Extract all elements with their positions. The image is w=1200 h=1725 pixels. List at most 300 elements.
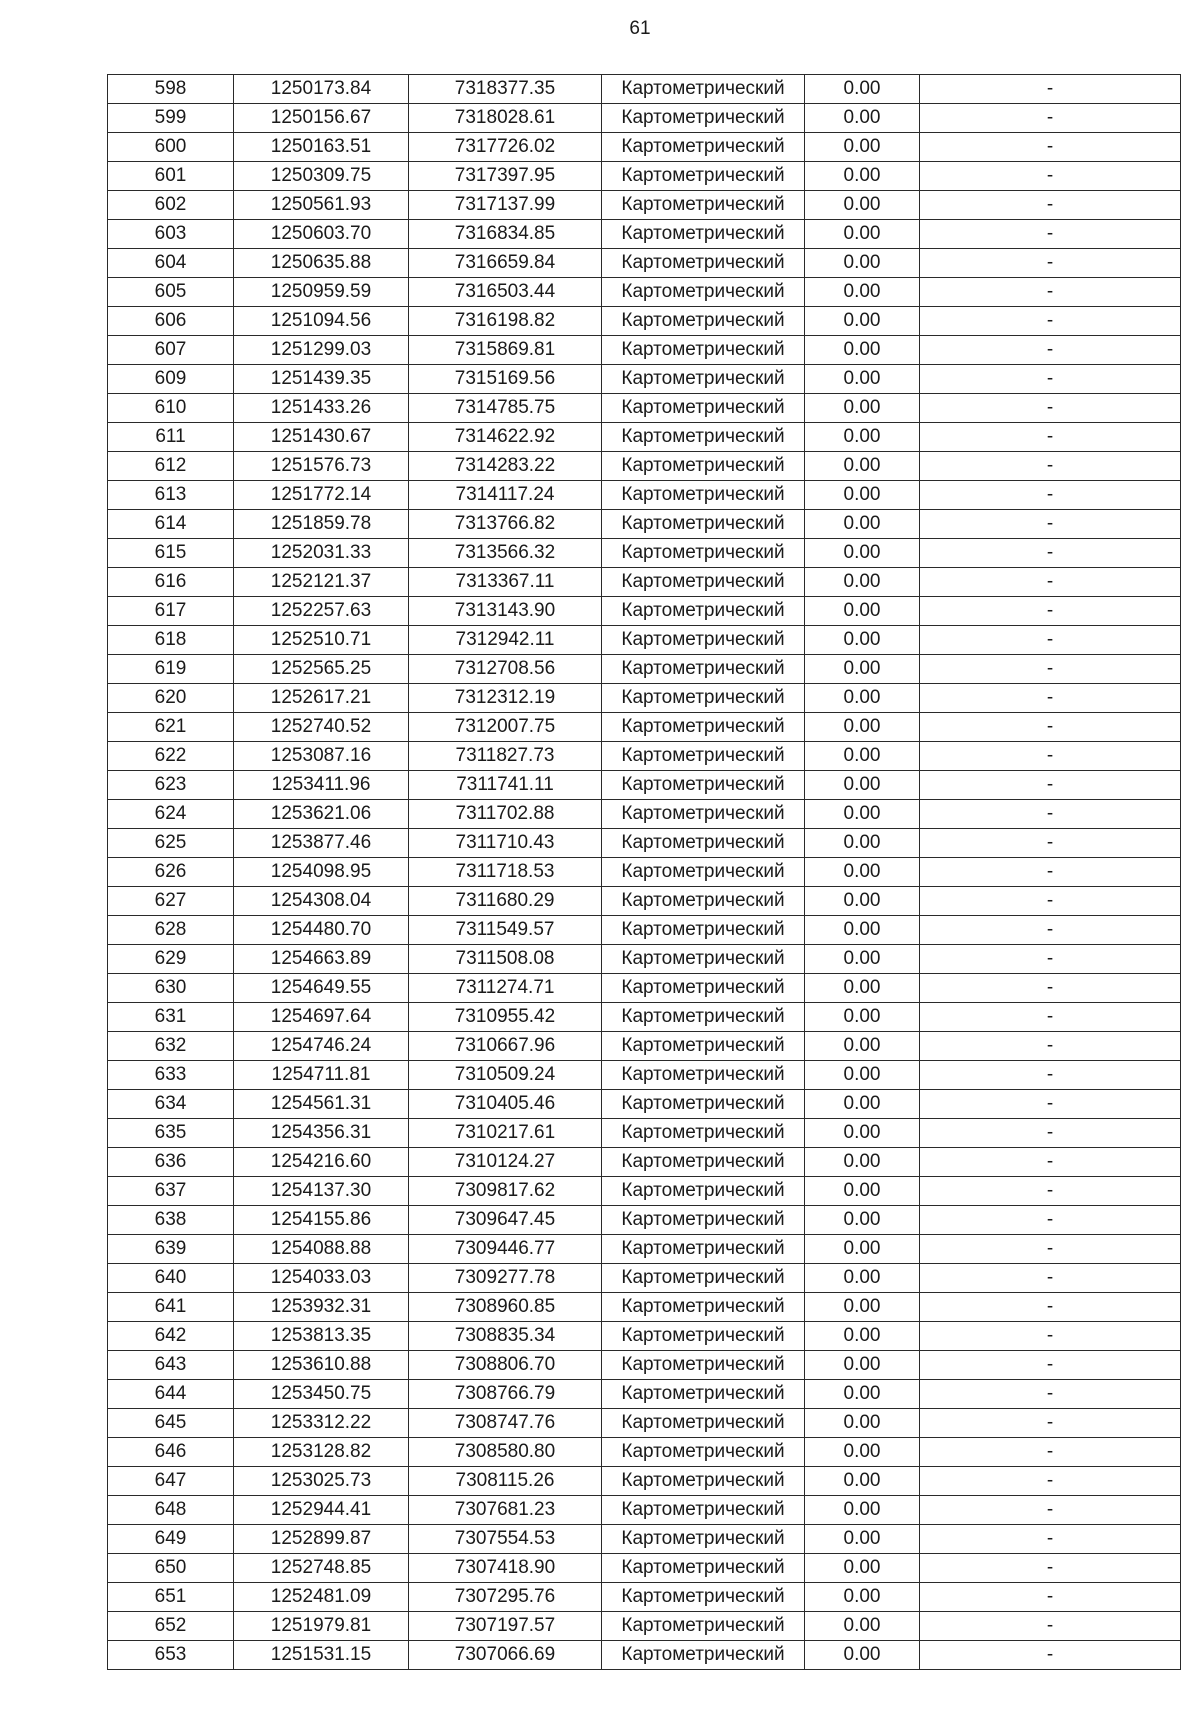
x-coordinate-cell: 1253087.16 (234, 742, 409, 771)
y-coordinate-cell: 7310217.61 (409, 1119, 602, 1148)
table-row (108, 162, 1181, 191)
point-number-cell: 619 (108, 655, 234, 684)
x-coordinate-cell: 1251979.81 (234, 1612, 409, 1641)
error-cell: 0.00 (805, 597, 920, 626)
error-cell: 0.00 (805, 655, 920, 684)
point-number-cell: 653 (108, 1641, 234, 1670)
method-cell: Картометрический (602, 800, 805, 829)
error-cell: 0.00 (805, 394, 920, 423)
method-cell: Картометрический (602, 1235, 805, 1264)
x-coordinate-cell: 1250173.84 (234, 75, 409, 104)
table-row (108, 1641, 1181, 1670)
x-coordinate-cell: 1254216.60 (234, 1148, 409, 1177)
method-cell: Картометрический (602, 858, 805, 887)
description-cell: - (920, 1322, 1181, 1351)
error-cell: 0.00 (805, 916, 920, 945)
error-cell: 0.00 (805, 1380, 920, 1409)
description-cell: - (920, 1090, 1181, 1119)
error-cell: 0.00 (805, 887, 920, 916)
y-coordinate-cell: 7310124.27 (409, 1148, 602, 1177)
description-cell: - (920, 1003, 1181, 1032)
table-row (108, 452, 1181, 481)
error-cell: 0.00 (805, 771, 920, 800)
table-row (108, 1438, 1181, 1467)
description-cell: - (920, 655, 1181, 684)
error-cell: 0.00 (805, 1177, 920, 1206)
x-coordinate-cell: 1250635.88 (234, 249, 409, 278)
table-row (108, 481, 1181, 510)
error-cell: 0.00 (805, 1061, 920, 1090)
point-number-cell: 617 (108, 597, 234, 626)
y-coordinate-cell: 7313566.32 (409, 539, 602, 568)
error-cell: 0.00 (805, 1119, 920, 1148)
table-row (108, 684, 1181, 713)
y-coordinate-cell: 7312007.75 (409, 713, 602, 742)
y-coordinate-cell: 7311827.73 (409, 742, 602, 771)
description-cell: - (920, 771, 1181, 800)
x-coordinate-cell: 1254711.81 (234, 1061, 409, 1090)
table-row (108, 1380, 1181, 1409)
method-cell: Картометрический (602, 1612, 805, 1641)
y-coordinate-cell: 7317397.95 (409, 162, 602, 191)
x-coordinate-cell: 1251094.56 (234, 307, 409, 336)
x-coordinate-cell: 1254308.04 (234, 887, 409, 916)
method-cell: Картометрический (602, 1003, 805, 1032)
method-cell: Картометрический (602, 568, 805, 597)
error-cell: 0.00 (805, 1032, 920, 1061)
method-cell: Картометрический (602, 539, 805, 568)
error-cell: 0.00 (805, 1148, 920, 1177)
table-row (108, 655, 1181, 684)
method-cell: Картометрический (602, 829, 805, 858)
x-coordinate-cell: 1251859.78 (234, 510, 409, 539)
description-cell: - (920, 510, 1181, 539)
table-row (108, 887, 1181, 916)
error-cell: 0.00 (805, 220, 920, 249)
method-cell: Картометрический (602, 1119, 805, 1148)
y-coordinate-cell: 7312312.19 (409, 684, 602, 713)
y-coordinate-cell: 7316659.84 (409, 249, 602, 278)
x-coordinate-cell: 1250561.93 (234, 191, 409, 220)
method-cell: Картометрический (602, 1641, 805, 1670)
y-coordinate-cell: 7318028.61 (409, 104, 602, 133)
method-cell: Картометрический (602, 1032, 805, 1061)
method-cell: Картометрический (602, 452, 805, 481)
point-number-cell: 606 (108, 307, 234, 336)
description-cell: - (920, 887, 1181, 916)
error-cell: 0.00 (805, 1583, 920, 1612)
point-number-cell: 641 (108, 1293, 234, 1322)
description-cell: - (920, 481, 1181, 510)
description-cell: - (920, 1293, 1181, 1322)
error-cell: 0.00 (805, 1641, 920, 1670)
point-number-cell: 631 (108, 1003, 234, 1032)
description-cell: - (920, 394, 1181, 423)
y-coordinate-cell: 7317137.99 (409, 191, 602, 220)
description-cell: - (920, 307, 1181, 336)
method-cell: Картометрический (602, 1177, 805, 1206)
table-row (108, 1612, 1181, 1641)
description-cell: - (920, 1409, 1181, 1438)
y-coordinate-cell: 7307554.53 (409, 1525, 602, 1554)
point-number-cell: 650 (108, 1554, 234, 1583)
x-coordinate-cell: 1251439.35 (234, 365, 409, 394)
description-cell: - (920, 133, 1181, 162)
point-number-cell: 627 (108, 887, 234, 916)
x-coordinate-cell: 1253932.31 (234, 1293, 409, 1322)
x-coordinate-cell: 1254088.88 (234, 1235, 409, 1264)
x-coordinate-cell: 1250163.51 (234, 133, 409, 162)
x-coordinate-cell: 1254663.89 (234, 945, 409, 974)
table-row (108, 1554, 1181, 1583)
point-number-cell: 609 (108, 365, 234, 394)
point-number-cell: 611 (108, 423, 234, 452)
x-coordinate-cell: 1251576.73 (234, 452, 409, 481)
point-number-cell: 624 (108, 800, 234, 829)
y-coordinate-cell: 7314283.22 (409, 452, 602, 481)
table-row (108, 278, 1181, 307)
y-coordinate-cell: 7313367.11 (409, 568, 602, 597)
x-coordinate-cell: 1252740.52 (234, 713, 409, 742)
method-cell: Картометрический (602, 249, 805, 278)
error-cell: 0.00 (805, 1235, 920, 1264)
error-cell: 0.00 (805, 713, 920, 742)
point-number-cell: 618 (108, 626, 234, 655)
y-coordinate-cell: 7308835.34 (409, 1322, 602, 1351)
table-row (108, 1148, 1181, 1177)
y-coordinate-cell: 7316503.44 (409, 278, 602, 307)
point-number-cell: 602 (108, 191, 234, 220)
x-coordinate-cell: 1252510.71 (234, 626, 409, 655)
error-cell: 0.00 (805, 800, 920, 829)
x-coordinate-cell: 1253813.35 (234, 1322, 409, 1351)
point-number-cell: 613 (108, 481, 234, 510)
y-coordinate-cell: 7311710.43 (409, 829, 602, 858)
point-number-cell: 645 (108, 1409, 234, 1438)
description-cell: - (920, 1032, 1181, 1061)
point-number-cell: 629 (108, 945, 234, 974)
description-cell: - (920, 1148, 1181, 1177)
x-coordinate-cell: 1252899.87 (234, 1525, 409, 1554)
method-cell: Картометрический (602, 394, 805, 423)
description-cell: - (920, 1467, 1181, 1496)
x-coordinate-cell: 1254098.95 (234, 858, 409, 887)
description-cell: - (920, 1438, 1181, 1467)
x-coordinate-cell: 1254033.03 (234, 1264, 409, 1293)
method-cell: Картометрический (602, 510, 805, 539)
table-row (108, 829, 1181, 858)
description-cell: - (920, 1119, 1181, 1148)
description-cell: - (920, 1264, 1181, 1293)
point-number-cell: 639 (108, 1235, 234, 1264)
description-cell: - (920, 1380, 1181, 1409)
description-cell: - (920, 220, 1181, 249)
method-cell: Картометрический (602, 1380, 805, 1409)
point-number-cell: 634 (108, 1090, 234, 1119)
y-coordinate-cell: 7311741.11 (409, 771, 602, 800)
point-number-cell: 648 (108, 1496, 234, 1525)
y-coordinate-cell: 7309647.45 (409, 1206, 602, 1235)
coordinates-table (107, 74, 1181, 1670)
x-coordinate-cell: 1251433.26 (234, 394, 409, 423)
x-coordinate-cell: 1252257.63 (234, 597, 409, 626)
description-cell: - (920, 626, 1181, 655)
y-coordinate-cell: 7307295.76 (409, 1583, 602, 1612)
x-coordinate-cell: 1252748.85 (234, 1554, 409, 1583)
method-cell: Картометрический (602, 365, 805, 394)
error-cell: 0.00 (805, 75, 920, 104)
method-cell: Картометрический (602, 974, 805, 1003)
y-coordinate-cell: 7307418.90 (409, 1554, 602, 1583)
x-coordinate-cell: 1254561.31 (234, 1090, 409, 1119)
table-row (108, 1409, 1181, 1438)
method-cell: Картометрический (602, 1090, 805, 1119)
x-coordinate-cell: 1250959.59 (234, 278, 409, 307)
point-number-cell: 625 (108, 829, 234, 858)
table-row (108, 626, 1181, 655)
description-cell: - (920, 1351, 1181, 1380)
point-number-cell: 637 (108, 1177, 234, 1206)
method-cell: Картометрический (602, 423, 805, 452)
method-cell: Картометрический (602, 1322, 805, 1351)
method-cell: Картометрический (602, 220, 805, 249)
x-coordinate-cell: 1254746.24 (234, 1032, 409, 1061)
point-number-cell: 600 (108, 133, 234, 162)
y-coordinate-cell: 7309817.62 (409, 1177, 602, 1206)
table-row (108, 1003, 1181, 1032)
point-number-cell: 604 (108, 249, 234, 278)
y-coordinate-cell: 7315169.56 (409, 365, 602, 394)
description-cell: - (920, 945, 1181, 974)
method-cell: Картометрический (602, 1496, 805, 1525)
description-cell: - (920, 104, 1181, 133)
y-coordinate-cell: 7309277.78 (409, 1264, 602, 1293)
method-cell: Картометрический (602, 191, 805, 220)
error-cell: 0.00 (805, 1554, 920, 1583)
description-cell: - (920, 1554, 1181, 1583)
error-cell: 0.00 (805, 1264, 920, 1293)
table-row (108, 1496, 1181, 1525)
method-cell: Картометрический (602, 684, 805, 713)
error-cell: 0.00 (805, 858, 920, 887)
description-cell: - (920, 916, 1181, 945)
x-coordinate-cell: 1253312.22 (234, 1409, 409, 1438)
table-row (108, 336, 1181, 365)
y-coordinate-cell: 7310509.24 (409, 1061, 602, 1090)
table-row (108, 191, 1181, 220)
description-cell: - (920, 1496, 1181, 1525)
method-cell: Картометрический (602, 1583, 805, 1612)
description-cell: - (920, 1206, 1181, 1235)
description-cell: - (920, 452, 1181, 481)
x-coordinate-cell: 1254480.70 (234, 916, 409, 945)
table-row (108, 75, 1181, 104)
x-coordinate-cell: 1253128.82 (234, 1438, 409, 1467)
point-number-cell: 622 (108, 742, 234, 771)
description-cell: - (920, 336, 1181, 365)
point-number-cell: 643 (108, 1351, 234, 1380)
table-row (108, 133, 1181, 162)
error-cell: 0.00 (805, 1090, 920, 1119)
y-coordinate-cell: 7312942.11 (409, 626, 602, 655)
point-number-cell: 651 (108, 1583, 234, 1612)
table-row (108, 568, 1181, 597)
method-cell: Картометрический (602, 75, 805, 104)
point-number-cell: 616 (108, 568, 234, 597)
table-row (108, 1032, 1181, 1061)
table-row (108, 945, 1181, 974)
y-coordinate-cell: 7314117.24 (409, 481, 602, 510)
point-number-cell: 626 (108, 858, 234, 887)
y-coordinate-cell: 7314622.92 (409, 423, 602, 452)
method-cell: Картометрический (602, 1409, 805, 1438)
x-coordinate-cell: 1252617.21 (234, 684, 409, 713)
error-cell: 0.00 (805, 1438, 920, 1467)
table-row (108, 597, 1181, 626)
method-cell: Картометрический (602, 1206, 805, 1235)
point-number-cell: 628 (108, 916, 234, 945)
method-cell: Картометрический (602, 626, 805, 655)
table-row (108, 742, 1181, 771)
y-coordinate-cell: 7307066.69 (409, 1641, 602, 1670)
description-cell: - (920, 742, 1181, 771)
y-coordinate-cell: 7308747.76 (409, 1409, 602, 1438)
table-row (108, 800, 1181, 829)
description-cell: - (920, 684, 1181, 713)
point-number-cell: 610 (108, 394, 234, 423)
method-cell: Картометрический (602, 162, 805, 191)
x-coordinate-cell: 1252565.25 (234, 655, 409, 684)
y-coordinate-cell: 7307197.57 (409, 1612, 602, 1641)
x-coordinate-cell: 1254356.31 (234, 1119, 409, 1148)
table-row (108, 539, 1181, 568)
point-number-cell: 614 (108, 510, 234, 539)
description-cell: - (920, 1177, 1181, 1206)
point-number-cell: 598 (108, 75, 234, 104)
table-row (108, 713, 1181, 742)
error-cell: 0.00 (805, 423, 920, 452)
description-cell: - (920, 597, 1181, 626)
y-coordinate-cell: 7317726.02 (409, 133, 602, 162)
error-cell: 0.00 (805, 539, 920, 568)
x-coordinate-cell: 1253621.06 (234, 800, 409, 829)
method-cell: Картометрический (602, 713, 805, 742)
y-coordinate-cell: 7315869.81 (409, 336, 602, 365)
description-cell: - (920, 162, 1181, 191)
error-cell: 0.00 (805, 742, 920, 771)
point-number-cell: 649 (108, 1525, 234, 1554)
description-cell: - (920, 75, 1181, 104)
error-cell: 0.00 (805, 1206, 920, 1235)
description-cell: - (920, 249, 1181, 278)
table-row (108, 1264, 1181, 1293)
method-cell: Картометрический (602, 1467, 805, 1496)
y-coordinate-cell: 7311549.57 (409, 916, 602, 945)
x-coordinate-cell: 1251299.03 (234, 336, 409, 365)
y-coordinate-cell: 7311274.71 (409, 974, 602, 1003)
description-cell: - (920, 568, 1181, 597)
y-coordinate-cell: 7313766.82 (409, 510, 602, 539)
x-coordinate-cell: 1251531.15 (234, 1641, 409, 1670)
point-number-cell: 603 (108, 220, 234, 249)
error-cell: 0.00 (805, 162, 920, 191)
table-row (108, 858, 1181, 887)
table-row (108, 1351, 1181, 1380)
error-cell: 0.00 (805, 452, 920, 481)
point-number-cell: 646 (108, 1438, 234, 1467)
description-cell: - (920, 1525, 1181, 1554)
method-cell: Картометрический (602, 742, 805, 771)
point-number-cell: 652 (108, 1612, 234, 1641)
method-cell: Картометрический (602, 1438, 805, 1467)
point-number-cell: 612 (108, 452, 234, 481)
table-row (108, 510, 1181, 539)
method-cell: Картометрический (602, 336, 805, 365)
coordinates-table-body (108, 75, 1181, 1670)
point-number-cell: 607 (108, 336, 234, 365)
x-coordinate-cell: 1254697.64 (234, 1003, 409, 1032)
table-row (108, 771, 1181, 800)
x-coordinate-cell: 1253877.46 (234, 829, 409, 858)
error-cell: 0.00 (805, 278, 920, 307)
description-cell: - (920, 365, 1181, 394)
description-cell: - (920, 800, 1181, 829)
method-cell: Картометрический (602, 1264, 805, 1293)
table-row (108, 249, 1181, 278)
description-cell: - (920, 1641, 1181, 1670)
x-coordinate-cell: 1253411.96 (234, 771, 409, 800)
error-cell: 0.00 (805, 1496, 920, 1525)
point-number-cell: 638 (108, 1206, 234, 1235)
y-coordinate-cell: 7310667.96 (409, 1032, 602, 1061)
error-cell: 0.00 (805, 365, 920, 394)
error-cell: 0.00 (805, 249, 920, 278)
error-cell: 0.00 (805, 307, 920, 336)
point-number-cell: 623 (108, 771, 234, 800)
y-coordinate-cell: 7316198.82 (409, 307, 602, 336)
method-cell: Картометрический (602, 771, 805, 800)
point-number-cell: 647 (108, 1467, 234, 1496)
error-cell: 0.00 (805, 481, 920, 510)
method-cell: Картометрический (602, 945, 805, 974)
point-number-cell: 621 (108, 713, 234, 742)
error-cell: 0.00 (805, 191, 920, 220)
y-coordinate-cell: 7308766.79 (409, 1380, 602, 1409)
point-number-cell: 632 (108, 1032, 234, 1061)
description-cell: - (920, 1612, 1181, 1641)
point-number-cell: 620 (108, 684, 234, 713)
point-number-cell: 642 (108, 1322, 234, 1351)
error-cell: 0.00 (805, 1612, 920, 1641)
error-cell: 0.00 (805, 104, 920, 133)
error-cell: 0.00 (805, 568, 920, 597)
x-coordinate-cell: 1253450.75 (234, 1380, 409, 1409)
y-coordinate-cell: 7311702.88 (409, 800, 602, 829)
table-row (108, 365, 1181, 394)
y-coordinate-cell: 7311718.53 (409, 858, 602, 887)
x-coordinate-cell: 1250309.75 (234, 162, 409, 191)
method-cell: Картометрический (602, 1525, 805, 1554)
description-cell: - (920, 539, 1181, 568)
error-cell: 0.00 (805, 133, 920, 162)
x-coordinate-cell: 1252121.37 (234, 568, 409, 597)
x-coordinate-cell: 1252944.41 (234, 1496, 409, 1525)
x-coordinate-cell: 1252481.09 (234, 1583, 409, 1612)
point-number-cell: 630 (108, 974, 234, 1003)
table-row (108, 1583, 1181, 1612)
point-number-cell: 601 (108, 162, 234, 191)
method-cell: Картометрический (602, 916, 805, 945)
